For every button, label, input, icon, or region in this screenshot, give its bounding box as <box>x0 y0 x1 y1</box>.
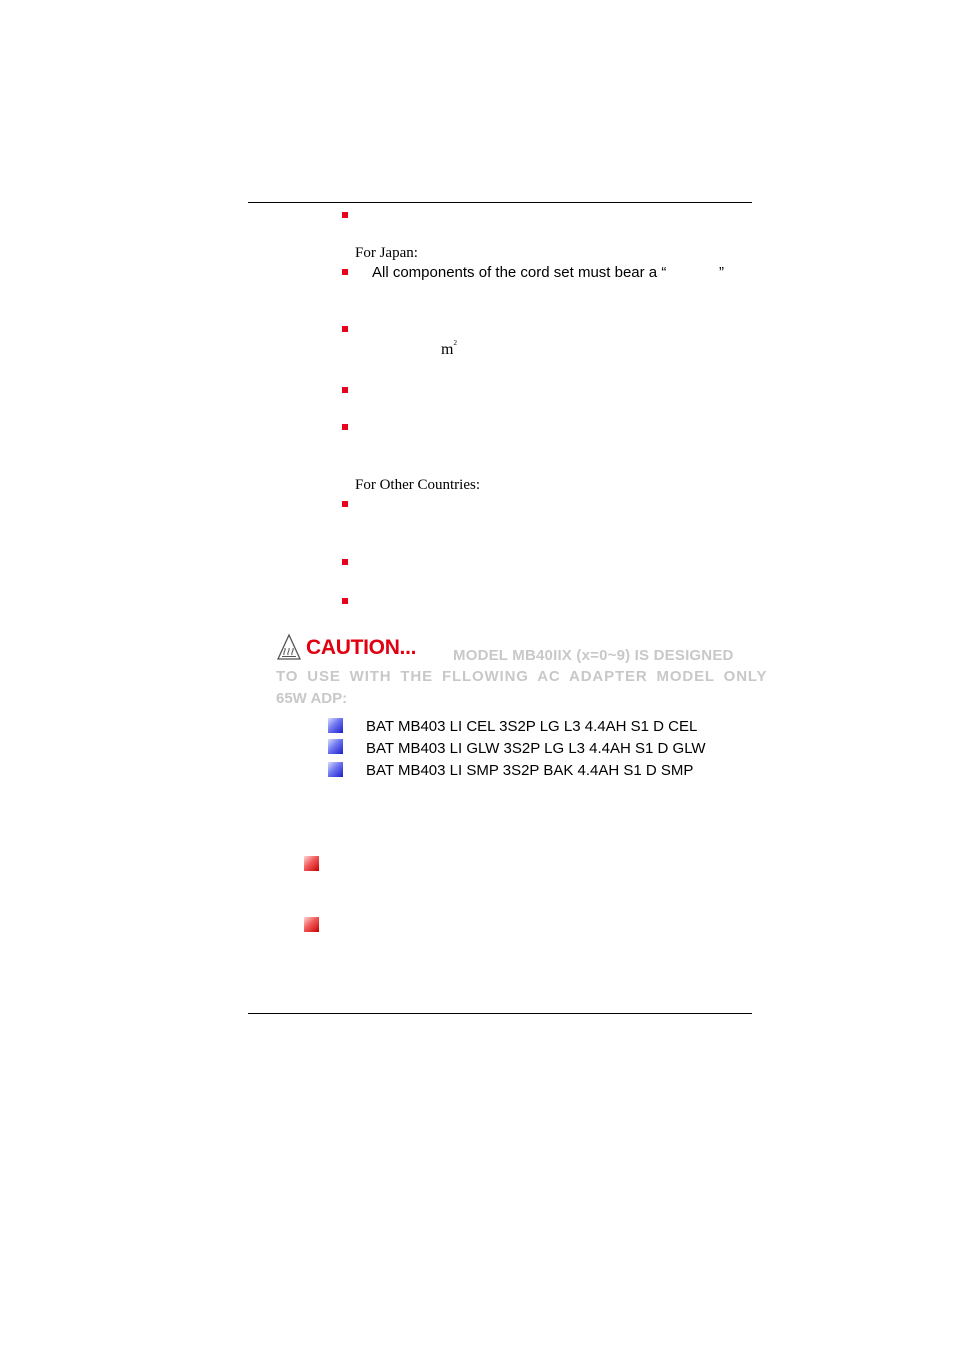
japan-heading: For Japan: <box>355 245 418 261</box>
battery-item: BAT MB403 LI CEL 3S2P LG L3 4.4AH S1 D CEL <box>366 718 698 735</box>
note-bullet-icon <box>304 917 319 932</box>
bullet-icon <box>342 559 348 565</box>
bullet-icon <box>342 598 348 604</box>
japan-item-1-close-quote: ” <box>719 264 724 281</box>
unit-symbol-letter: m <box>441 341 454 358</box>
battery-bullet-icon <box>328 718 343 733</box>
caution-label: CAUTION... <box>306 636 417 659</box>
caution-line-2: TO USE WITH THE FLLOWING AC ADAPTER MODEL ONLY <box>276 668 768 685</box>
bullet-icon <box>342 269 348 275</box>
hot-surface-warning-icon <box>276 633 302 661</box>
battery-bullet-icon <box>328 762 343 777</box>
bullet-icon <box>342 326 348 332</box>
footer-rule <box>248 1013 752 1014</box>
bullet-icon <box>342 501 348 507</box>
caution-line-1: MODEL MB40IIX (x=0~9) IS DESIGNED <box>453 647 734 664</box>
bullet-icon <box>342 424 348 430</box>
unit-symbol <box>441 339 457 359</box>
unit-superscript: 2 <box>453 339 457 347</box>
battery-item: BAT MB403 LI SMP 3S2P BAK 4.4AH S1 D SMP <box>366 762 694 779</box>
header-rule <box>248 202 752 203</box>
caution-line-3: 65W ADP: <box>276 690 348 707</box>
bullet-icon <box>342 387 348 393</box>
note-bullet-icon <box>304 856 319 871</box>
other-countries-heading: For Other Countries: <box>355 477 480 493</box>
bullet-icon <box>342 212 348 218</box>
battery-item: BAT MB403 LI GLW 3S2P LG L3 4.4AH S1 D GLW <box>366 740 706 757</box>
battery-bullet-icon <box>328 739 343 754</box>
japan-item-1-text: All components of the cord set must bear a “ <box>372 264 667 281</box>
